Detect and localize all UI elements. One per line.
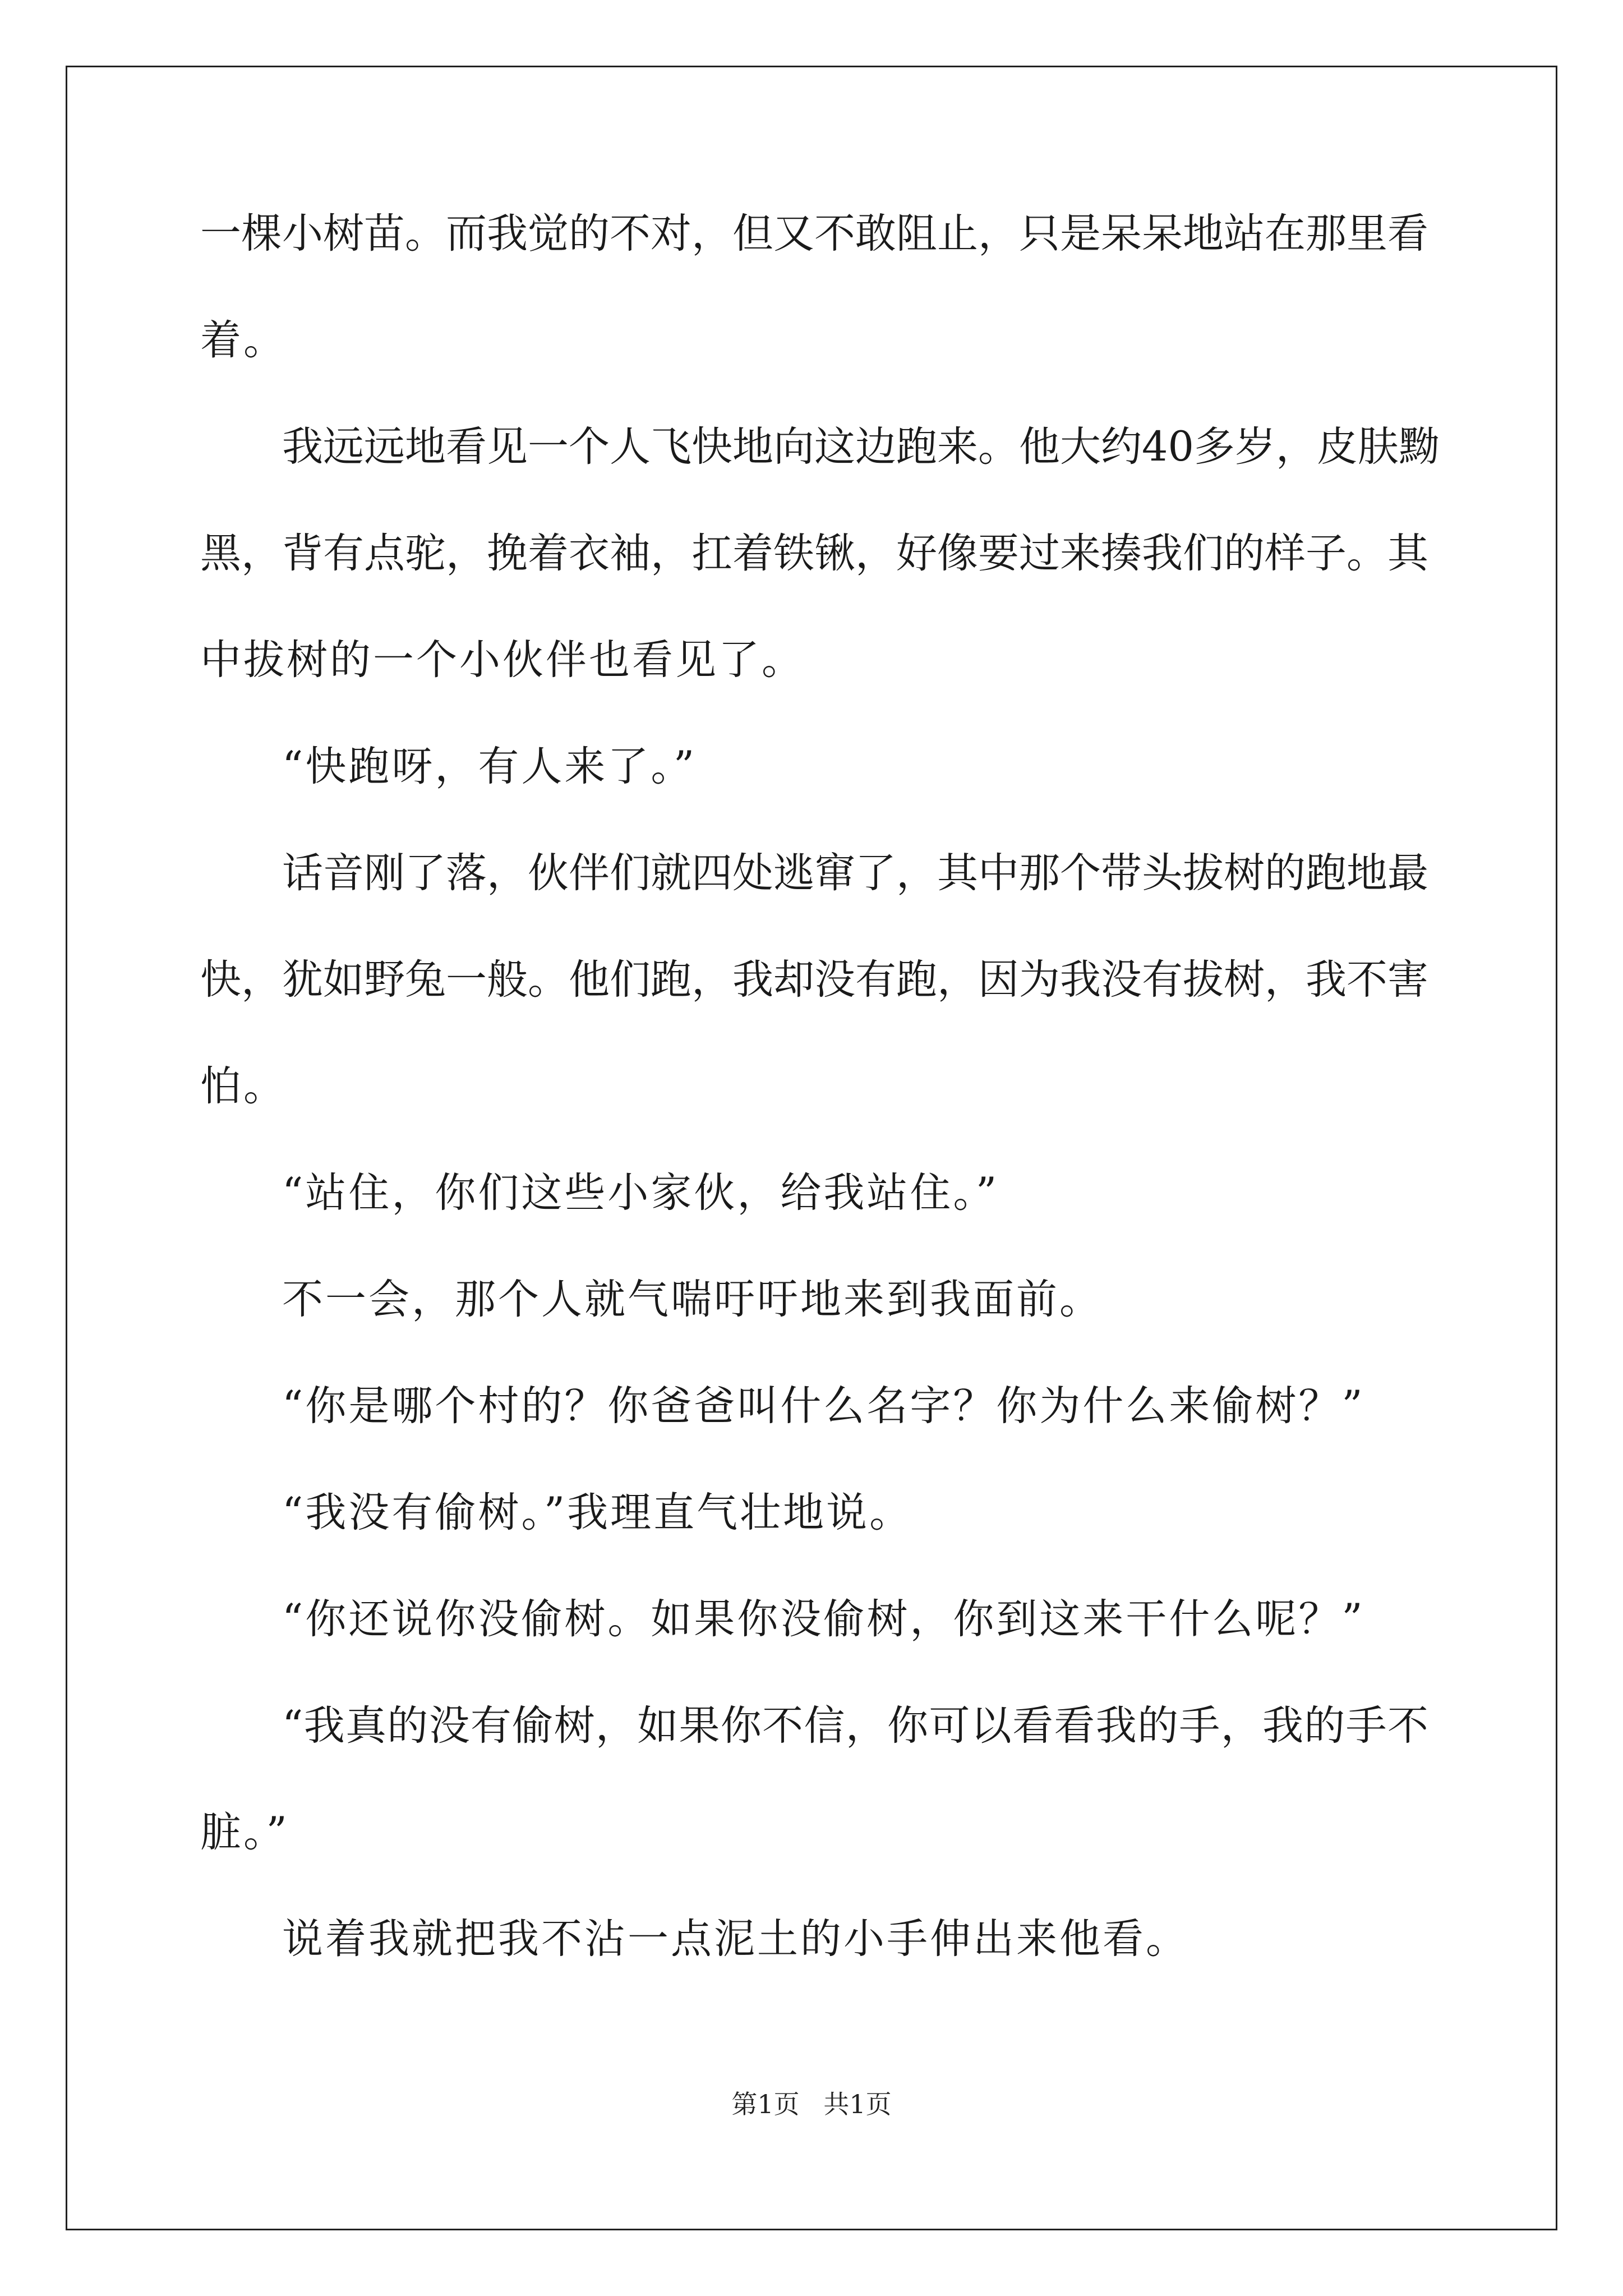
text-line: 怕。 (200, 1062, 287, 1110)
text-line: 快，犹如野兔一般。他们跑，我却没有跑，因为我没有拔树，我不害 (200, 956, 1428, 1004)
text-line: 着。 (200, 316, 287, 364)
text-line: 我远远地看见一个人飞快地向这边跑来。他大约40多岁，皮肤黝 (282, 423, 1440, 471)
text-line: “我真的没有偷树，如果你不信，你可以看看我的手，我的手不 (282, 1702, 1428, 1750)
page-border (66, 66, 1557, 2230)
text-line: 说着我就把我不沾一点泥土的小手伸出来他看。 (282, 1915, 1189, 1963)
text-line: “你还说你没偷树。如果你没偷树，你到这来干什么呢？” (282, 1595, 1365, 1643)
page-number-current: 第1页 (731, 2089, 800, 2119)
text-line: “你是哪个村的？你爸爸叫什么名字？你为什么来偷树？” (282, 1382, 1365, 1430)
text-line: “我没有偷树。”我理直气壮地说。 (282, 1489, 913, 1536)
page-footer (0, 2091, 1623, 2117)
text-line: 不一会，那个人就气喘吁吁地来到我面前。 (282, 1276, 1103, 1323)
text-line: 脏。” (200, 1809, 289, 1856)
text-line: 一棵小树苗。而我觉的不对，但又不敢阻止，只是呆呆地站在那里看 (200, 210, 1428, 257)
text-line: 中拔树的一个小伙伴也看见了。 (200, 636, 805, 684)
text-line: “快跑呀，有人来了。” (282, 743, 697, 790)
page-number-total: 共1页 (823, 2089, 892, 2119)
text-line: “站住，你们这些小家伙，给我站住。” (282, 1169, 999, 1217)
text-line: 话音刚了落，伙伴们就四处逃窜了，其中那个带头拔树的跑地最 (282, 849, 1428, 897)
text-line: 黑，背有点驼，挽着衣袖，扛着铁锹，好像要过来揍我们的样子。其 (200, 530, 1428, 577)
